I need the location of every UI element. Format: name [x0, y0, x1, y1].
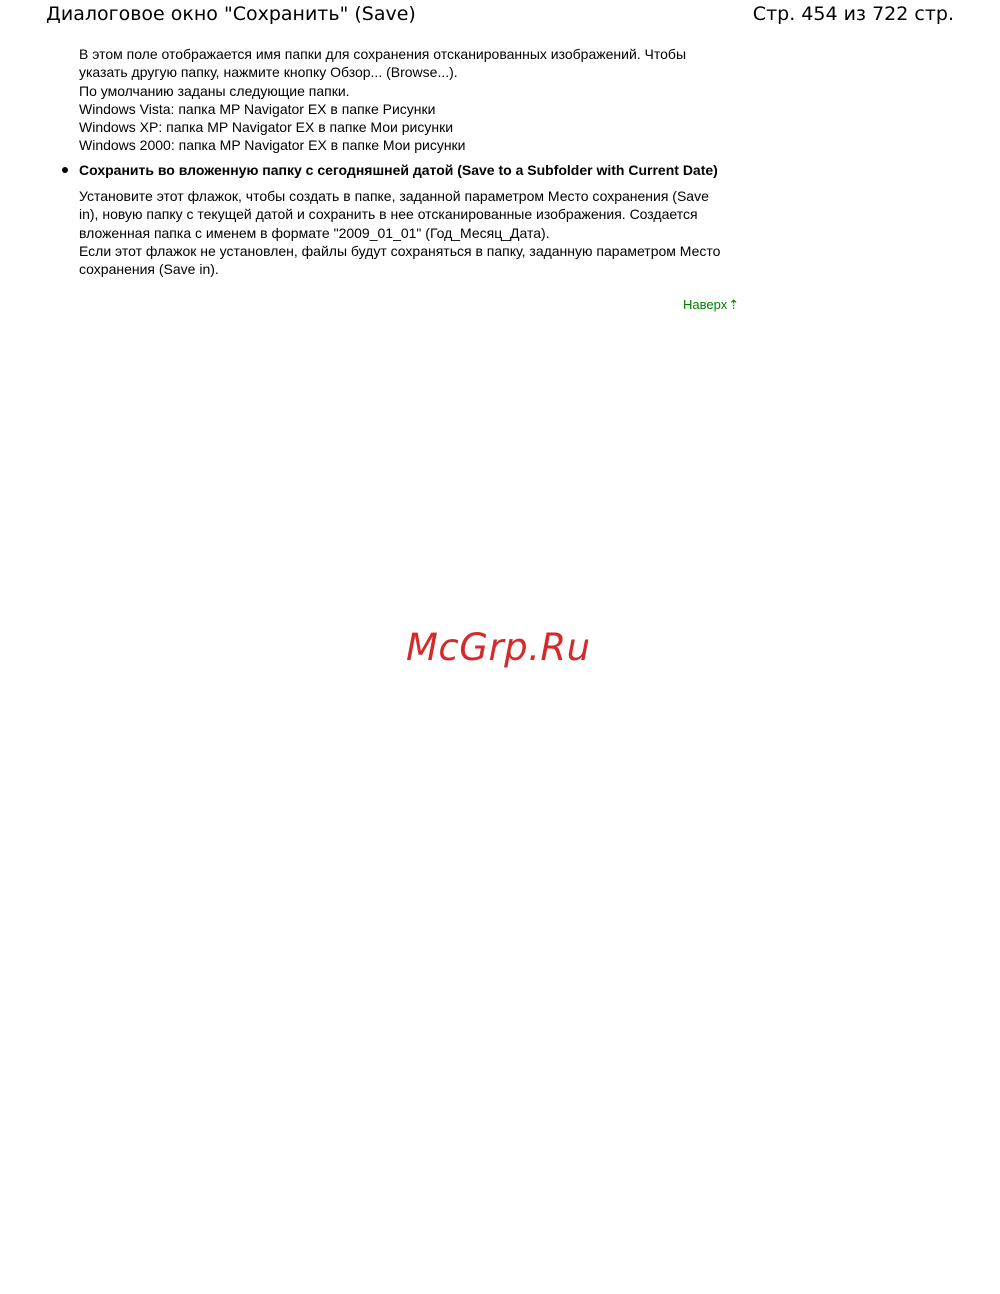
description-line: вложенная папка с именем в формате "2009_01_01" (Год_Месяц_Дата). — [79, 224, 550, 241]
watermark-logo: McGrp.Ru — [406, 626, 591, 669]
page-title: Диалоговое окно "Сохранить" (Save) — [46, 3, 416, 25]
bullet-item-subfolder — [79, 161, 759, 279]
description-line: Установите этот флажок, чтобы создать в папке, заданной параметром Место сохранения (Save — [79, 188, 709, 205]
page-counter: Стр. 454 из 722 стр. — [752, 3, 954, 25]
bullet-heading: Сохранить во вложенную папку с сегодняшней датой (Save to a Subfolder with Current Date) — [79, 161, 718, 178]
intro-line: В этом поле отображается имя папки для сохранения отсканированных изображений. Чтобы — [79, 46, 687, 62]
description-line: Если этот флажок не установлен, файлы будут сохраняться в папку, заданную параметром Место — [79, 242, 721, 259]
back-to-top-label: Наверх — [683, 297, 728, 312]
back-to-top-link[interactable] — [683, 296, 739, 314]
intro-line: По умолчанию заданы следующие папки. — [79, 82, 350, 99]
bullet-description — [79, 187, 759, 278]
intro-line: Windows Vista: папка MP Navigator EX в папке Рисунки — [79, 100, 436, 117]
description-line: сохранения (Save in). — [79, 261, 219, 278]
bullet-icon — [62, 167, 68, 173]
intro-line: указать другую папку, нажмите кнопку Обзор... (Browse...). — [79, 64, 458, 81]
document-body — [79, 45, 759, 279]
description-line: in), новую папку с текущей датой и сохранить в нее отсканированные изображения. Создается — [79, 206, 698, 223]
intro-line: Windows 2000: папка MP Navigator EX в папке Мои рисунки — [79, 137, 466, 154]
intro-line: Windows XP: папка MP Navigator EX в папке Мои рисунки — [79, 119, 454, 136]
intro-paragraph — [79, 45, 759, 155]
arrow-up-icon: ⇡ — [728, 297, 740, 312]
